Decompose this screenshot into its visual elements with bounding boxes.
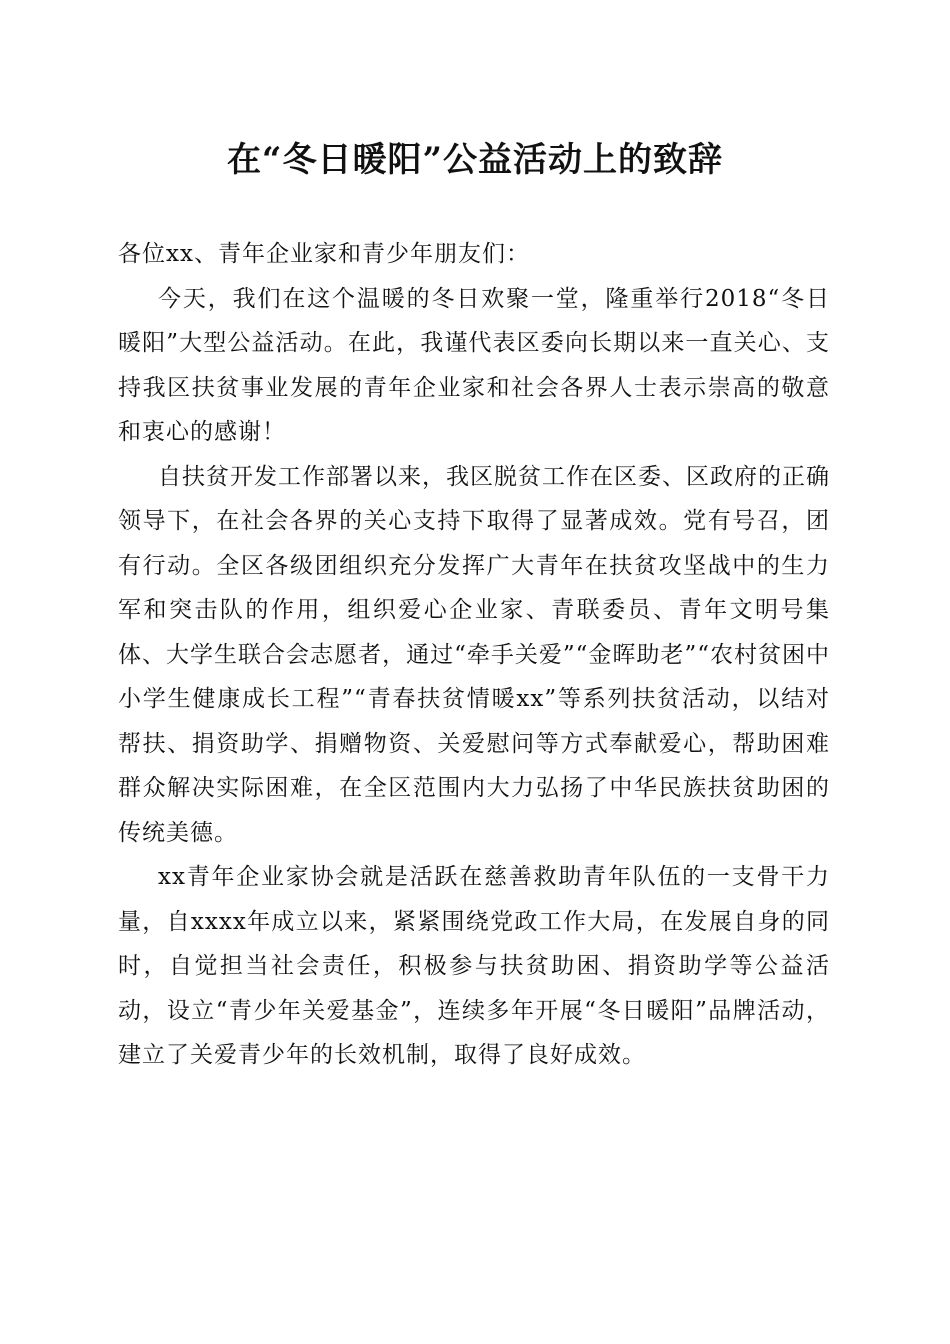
paragraph-opening: 今天，我们在这个温暖的冬日欢聚一堂，隆重举行2018“冬日暖阳”大型公益活动。在此，我谨代表区委向长期以来一直关心、支持我区扶贫事业发展的青年企业家和社会各界人士表示崇高的敬意和衷心的感谢！ [118, 285, 830, 445]
salutation: 各位xx、青年企业家和青少年朋友们： [118, 241, 530, 267]
document-title: 在“冬日暖阳”公益活动上的致辞 [226, 140, 724, 180]
document-body [118, 232, 830, 1078]
paragraph-association: xx青年企业家协会就是活跃在慈善救助青年队伍的一支骨干力量，自xxxx年成立以来，紧紧围绕党政工作大局，在发展自身的同时，自觉担当社会责任，积极参与扶贫助困、捐资助学等公益活动，设立“青少年关爱基金”，连续多年开展“冬日暖阳”品牌活动，建立了关爱青少年的长效机制，取得了良好成效。 [118, 864, 830, 1068]
paragraph-achievements: 自扶贫开发工作部署以来，我区脱贫工作在区委、区政府的正确领导下，在社会各界的关心支持下取得了显著成效。党有号召，团有行动。全区各级团组织充分发挥广大青年在扶贫攻坚战中的生力军和突击队的作用，组织爱心企业家、青联委员、青年文明号集体、大学生联合会志愿者，通过“牵手关爱”“金晖助老”“农村贫困中小学生健康成长工程”“青春扶贫情暖xx”等系列扶贫活动，以结对帮扶、捐资助学、捐赠物资、关爱慰问等方式奉献爱心，帮助困难群众解决实际困难，在全区范围内大力弘扬了中华民族扶贫助困的传统美德。 [118, 463, 830, 846]
